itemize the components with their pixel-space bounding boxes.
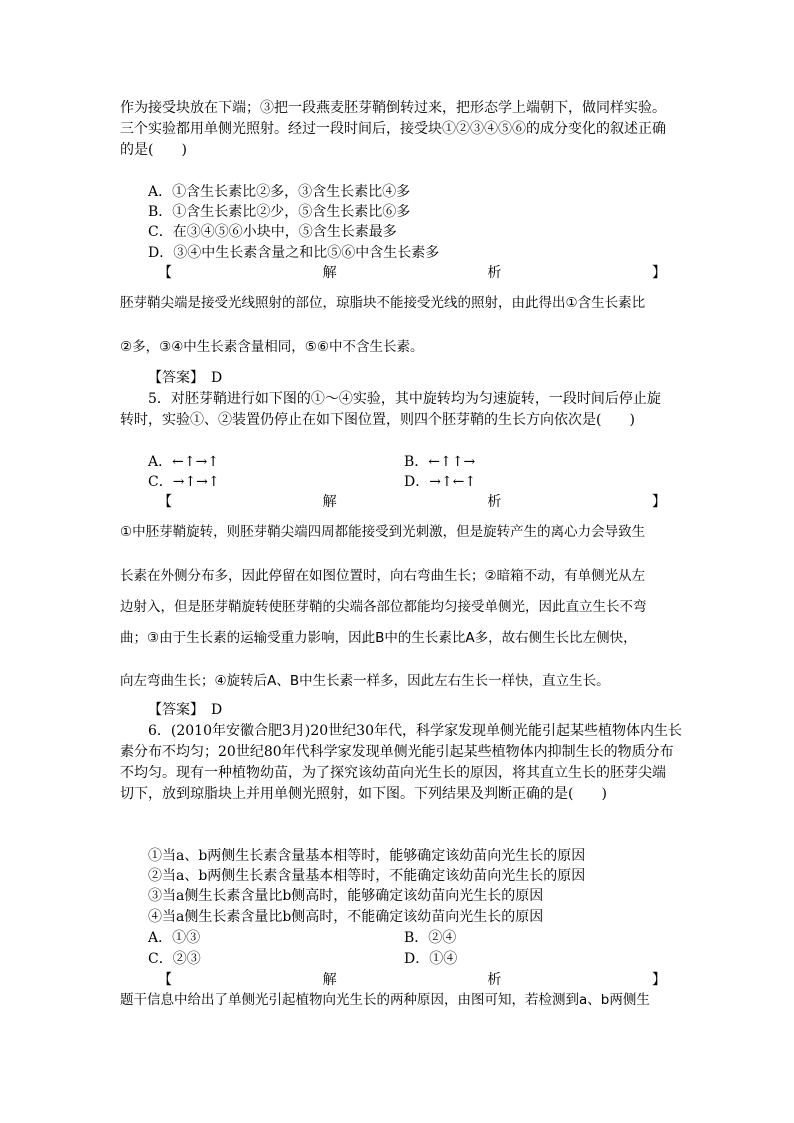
q4-stem-line-3: 的是( ) (120, 142, 187, 158)
q5-analysis-line-3: 边射入，但是胚芽鞘旋转使胚芽鞘的尖端各部位都能均匀接受单侧光，因此直立生长不弯 (120, 599, 647, 615)
q6-statement-4: ④当a侧生长素含量比b侧高时，不能确定该幼苗向光生长的原因 (148, 909, 544, 925)
q5-analysis-line-4: 曲；③由于生长素的运输受重力影响，因此B中的生长素比A多，故右侧生长比左侧快， (120, 630, 637, 646)
q6-option-a: A．①③ (148, 930, 201, 946)
q6-statement-1: ①当a、b两侧生长素含量基本相等时，能够确定该幼苗向光生长的原因 (148, 848, 586, 864)
q4-option-c: C．在③④⑤⑥小块中，⑤含生长素最多 (148, 224, 397, 240)
q6-option-c: C．②③ (148, 951, 201, 967)
q6-statement-2: ②当a、b两侧生长素含量基本相等时，不能确定该幼苗向光生长的原因 (148, 868, 586, 884)
q5-option-d: D．→↑←↑ (404, 474, 477, 490)
q6-analysis-heading: 【 解 析 】 (158, 972, 666, 988)
q4-stem-line-2: 三个实验都用单侧光照射。经过一段时间后，接受块①②③④⑤⑥的成分变化的叙述正确 (120, 121, 666, 137)
q4-option-a: A．①含生长素比②多，③含生长素比④多 (148, 184, 411, 200)
q4-analysis-line-2: ②多，③④中生长素含量相同，⑤⑥中不含生长素。 (120, 339, 424, 355)
q5-analysis-line-2: 长素在外侧分布多，因此停留在如图位置时，向右弯曲生长；②暗箱不动，有单侧光从左 (120, 568, 646, 584)
q4-stem-line-1: 作为接受块放在下端；③把一段燕麦胚芽鞘倒转过来，把形态学上端朝下，做同样实验。 (120, 100, 666, 116)
q4-answer: 【答案】 D (148, 370, 223, 386)
q4-analysis-line-1: 胚芽鞘尖端是接受光线照射的部位，琼脂块不能接受光线的照射，由此得出①含生长素比 (120, 295, 646, 311)
q6-option-b: B．②④ (404, 930, 457, 946)
q4-analysis-heading: 【 解 析 】 (158, 265, 666, 281)
q6-stem-line-1: 6．(2010年安徽合肥3月)20世纪30年代，科学家发现单侧光能引起某些植物体内生长 (148, 723, 682, 739)
q5-option-a: A．←↑→↑ (148, 454, 220, 470)
q5-analysis-heading: 【 解 析 】 (158, 494, 666, 510)
q5-answer: 【答案】 D (148, 702, 223, 718)
q5-option-c: C．→↑→↑ (148, 474, 220, 490)
q6-stem-line-2: 素分布不均匀；20世纪80年代科学家发现单侧光能引起某些植物体内抑制生长的物质分布 (120, 744, 674, 760)
q4-option-d: D．③④中生长素含量之和比⑤⑥中含生长素多 (148, 245, 440, 261)
q6-analysis-line-1: 题干信息中给出了单侧光引起植物向光生长的两种原因，由图可知，若检测到a、b两侧生 (120, 992, 650, 1008)
q6-option-d: D．①④ (404, 951, 458, 967)
q5-stem-line-2: 转时，实验①、②装置仍停止在如下图位置，则四个胚芽鞘的生长方向依次是( ) (120, 412, 635, 428)
q6-statement-3: ③当a侧生长素含量比b侧高时，能够确定该幼苗向光生长的原因 (148, 888, 544, 904)
q5-stem-line-1: 5．对胚芽鞘进行如下图的①～④实验，其中旋转均为匀速旋转，一段时间后停止旋 (148, 391, 661, 407)
q5-option-b: B．←↑↑→ (404, 454, 476, 470)
q6-stem-line-3: 不均匀。现有一种植物幼苗，为了探究该幼苗向光生长的原因，将其直立生长的胚芽尖端 (120, 765, 666, 781)
q6-stem-line-4: 切下，放到琼脂块上并用单侧光照射，如下图。下列结果及判断正确的是( ) (120, 786, 607, 802)
q4-option-b: B．①含生长素比②少，⑤含生长素比⑥多 (148, 204, 411, 220)
q5-analysis-line-1: ①中胚芽鞘旋转，则胚芽鞘尖端四周都能接受到光刺激，但是旋转产生的离心力会导致生 (120, 524, 646, 540)
q5-analysis-line-5: 向左弯曲生长；④旋转后A、B中生长素一样多，因此左右生长一样快，直立生长。 (120, 673, 610, 689)
